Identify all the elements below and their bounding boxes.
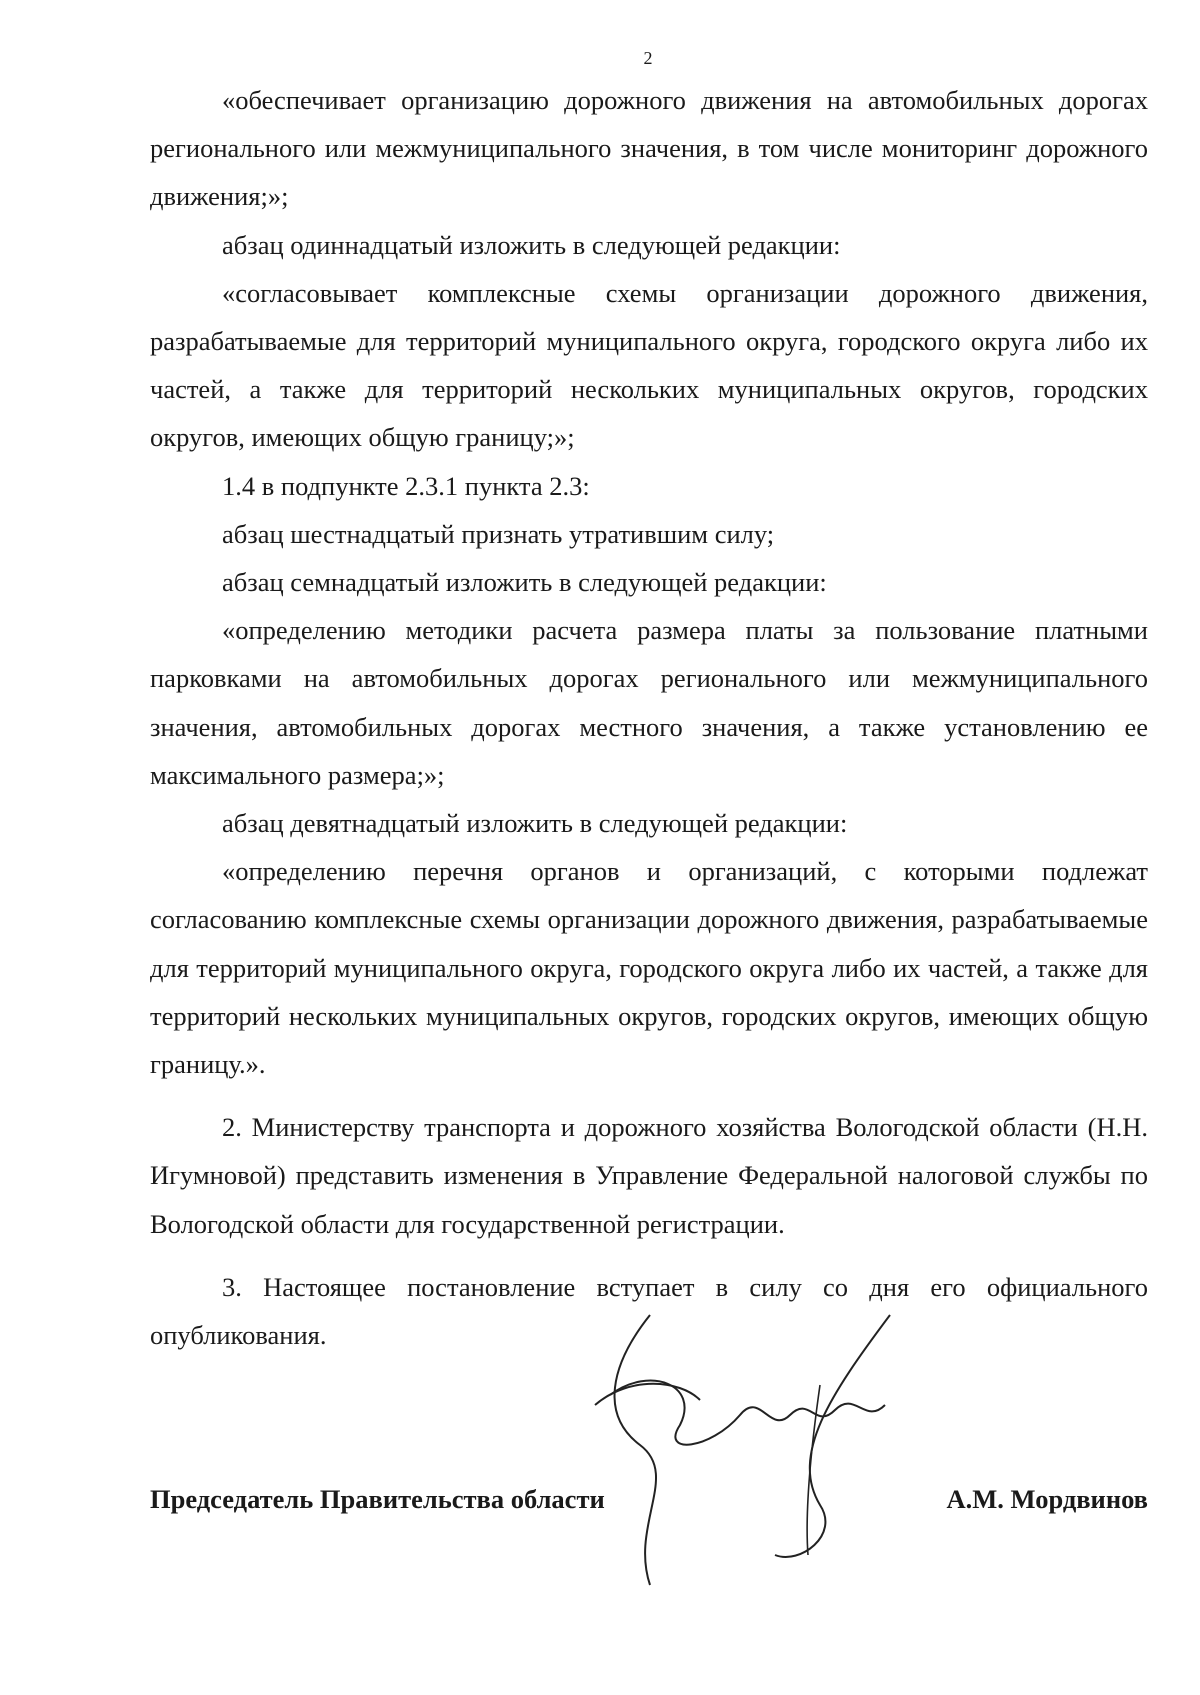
document-body — [150, 76, 1148, 1359]
signatory-name: А.М. Мордвинов — [946, 1484, 1148, 1514]
handwritten-signature — [590, 1305, 990, 1605]
paragraph: 1.4 в подпункте 2.3.1 пункта 2.3: — [222, 470, 590, 501]
paragraph: абзац одиннадцатый изложить в следующей редакции: — [222, 229, 841, 260]
signatory-title: Председатель Правительства области — [150, 1484, 605, 1514]
paragraph: абзац девятнадцатый изложить в следующей редакции: — [222, 808, 848, 839]
page-number: 2 — [643, 48, 653, 68]
paragraph: 3. Настоящее постановление вступает в силу со дня его официального опубликования. — [150, 1271, 1148, 1351]
paragraph: «определению перечня органов и организаций, с которыми подлежат согласованию комплексные схемы организации дорожного движения, разрабатываемые для территорий муниципального округа, городского округа либо их частей, а также для территорий нескольких муниципальных округов, городских округов, имеющих общую границу.». — [150, 856, 1148, 1080]
paragraph: 2. Министерству транспорта и дорожного хозяйства Вологодской области (Н.Н. Игумновой) представить изменения в Управление Федеральной налоговой службы по Вологодской области для государственной регистрации. — [150, 1112, 1148, 1239]
paragraph: абзац шестнадцатый признать утратившим силу; — [222, 518, 775, 549]
paragraph: «обеспечивает организацию дорожного движения на автомобильных дорогах регионального или межмуниципального значения, в том числе мониторинг дорожного движения;»; — [150, 85, 1148, 212]
signature-block — [150, 1470, 1148, 1530]
paragraph: «определению методики расчета размера платы за пользование платными парковками на автомобильных дорогах регионального или межмуниципального значения, автомобильных дорогах местного значения, а также установлению ее максимального размера;»; — [150, 615, 1148, 790]
paragraph: «согласовывает комплексные схемы организации дорожного движения, разрабатываемые для территорий муниципального округа, городского округа либо их частей, а также для территорий нескольких муниципальных округов, городских округов, имеющих общую границу;»; — [150, 277, 1148, 453]
paragraph: абзац семнадцатый изложить в следующей редакции: — [222, 567, 827, 598]
